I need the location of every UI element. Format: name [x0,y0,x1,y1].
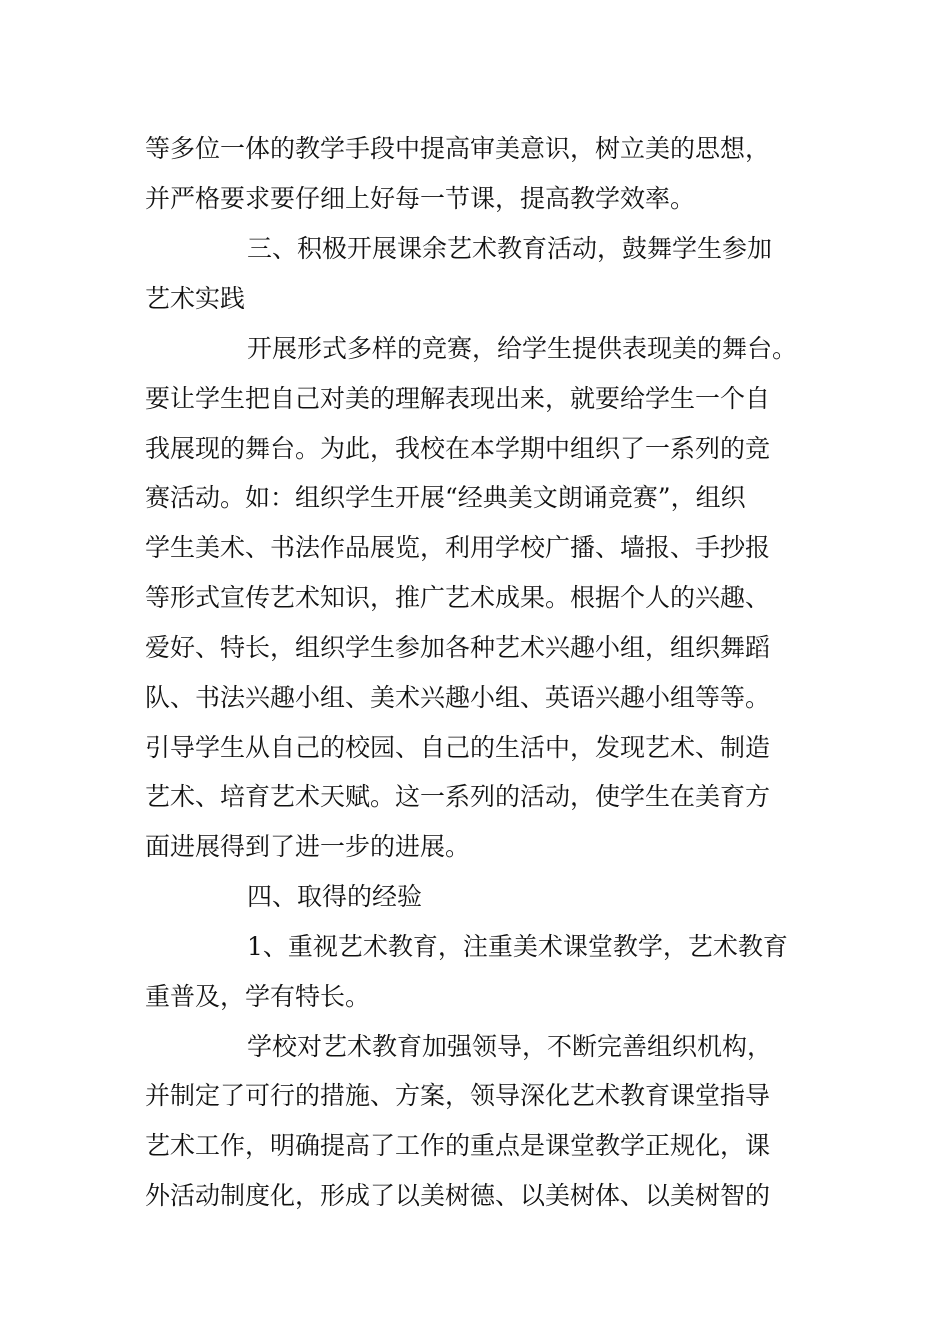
text-line: 艺术工作，明确提高了工作的重点是课堂教学正规化，课 [145,1131,771,1160]
text-line: 等形式宣传艺术知识，推广艺术成果。根据个人的兴趣、 [145,583,771,612]
text-line: 艺术、培育艺术天赋。这一系列的活动，使学生在美育方 [145,782,771,811]
section-heading: 三、积极开展课余艺术教育活动，鼓舞学生参加 [247,234,773,263]
text-line: 引导学生从自己的校园、自己的生活中，发现艺术、制造 [145,733,771,762]
subsection-heading-continued: 重普及，学有特长。 [145,982,371,1011]
text-line: 队、书法兴趣小组、美术兴趣小组、英语兴趣小组等等。 [145,683,771,712]
subsection-heading: 1、重视艺术教育，注重美术课堂教学，艺术教育 [247,932,788,961]
text-line: 学生美术、书法作品展览，利用学校广播、墙报、手抄报 [145,533,771,562]
text-line: 并制定了可行的措施、方案，领导深化艺术教育课堂指导 [145,1081,771,1110]
text-line: 赛活动。如：组织学生开展“经典美文朗诵竞赛”，组织 [145,483,746,512]
section-heading: 四、取得的经验 [247,882,423,911]
text-line: 并严格要求要仔细上好每一节课，提高教学效率。 [145,184,696,213]
section-heading-continued: 艺术实践 [145,284,246,313]
text-line: 外活动制度化，形成了以美树德、以美树体、以美树智的 [145,1181,771,1210]
paragraph-start: 学校对艺术教育加强领导，不断完善组织机构， [247,1032,773,1061]
text-line: 爱好、特长，组织学生参加各种艺术兴趣小组，组织舞蹈 [145,633,771,662]
text-line: 等多位一体的教学手段中提高审美意识，树立美的思想， [145,134,771,163]
text-line: 要让学生把自己对美的理解表现出来，就要给学生一个自 [145,384,771,413]
text-line: 我展现的舞台。为此，我校在本学期中组织了一系列的竞 [145,434,771,463]
text-line: 面进展得到了进一步的进展。 [145,832,471,861]
paragraph-start: 开展形式多样的竞赛，给学生提供表现美的舞台。 [247,334,798,363]
